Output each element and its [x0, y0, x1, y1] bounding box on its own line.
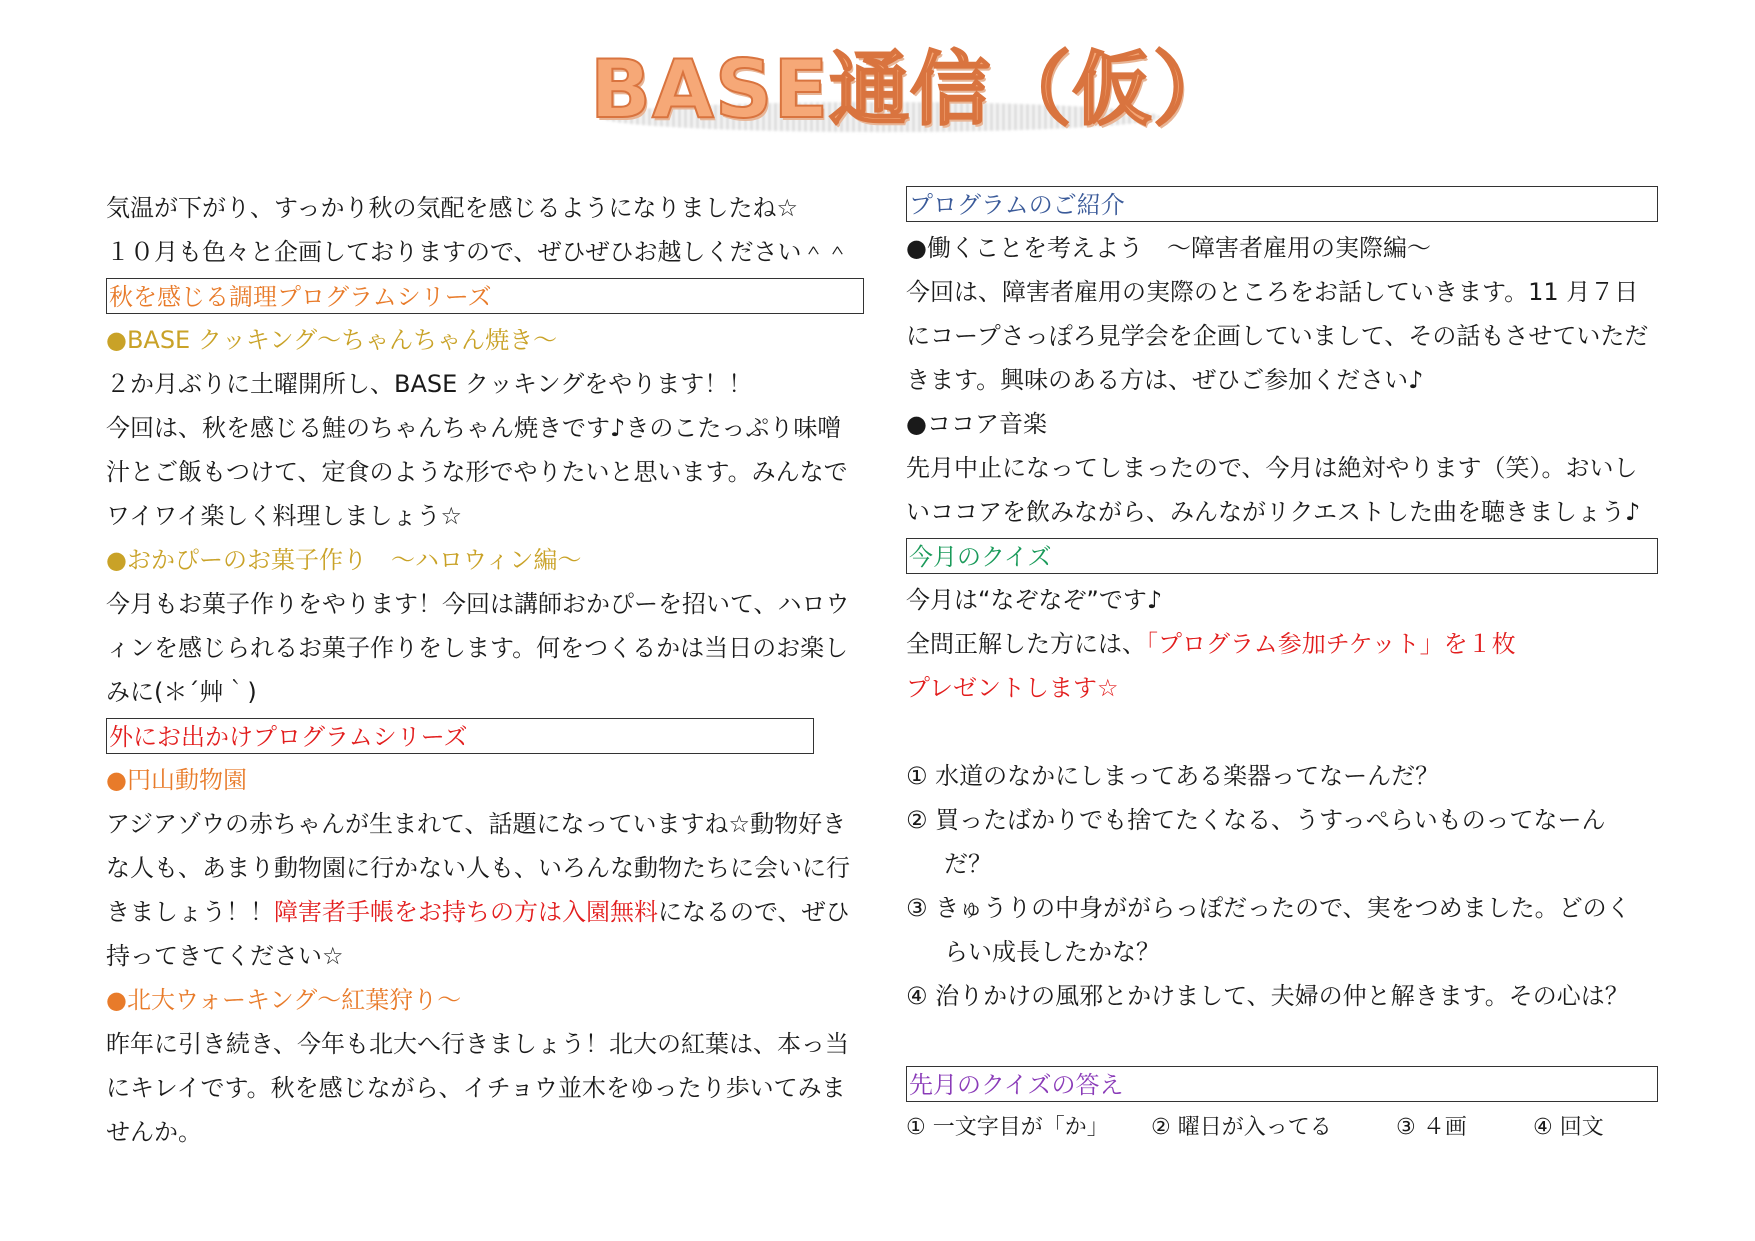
answer-2: ② 曜日が入ってる — [1151, 1115, 1332, 1140]
zoo-item-text: 持ってきてください☆ — [106, 942, 344, 970]
work-item-text: にコープさっぽろ見学会を企画していまして、その話もさせていただ — [906, 322, 1649, 350]
quiz-prize-ticket: 「プログラム参加チケット」を１枚 — [1146, 630, 1516, 658]
sweets-item-title: ●おかぴーのお菓子作り ～ハロウィン編～ — [106, 546, 582, 574]
walking-item-title: ●北大ウォーキング～紅葉狩り～ — [106, 986, 462, 1014]
answer-1: ① 一文字目が「か」 — [906, 1115, 1109, 1140]
intro-line-2: １０月も色々と企画しておりますので、ぜひぜひお越しください＾＾ — [106, 238, 850, 266]
zoo-item-text — [106, 890, 866, 934]
quiz-question-2-cont: だ？ — [944, 850, 992, 878]
section-cooking-series: 秋を感じる調理プログラムシリーズ — [106, 278, 864, 314]
cooking-item-title: ●BASE クッキング～ちゃんちゃん焼き～ — [106, 326, 558, 354]
quiz-prize-present: プレゼントします☆ — [906, 674, 1119, 702]
cooking-item-text: ２か月ぶりに土曜開所し、BASE クッキングをやります！！ — [106, 370, 753, 398]
right-column — [906, 186, 1666, 1150]
zoo-text-part: きましょう！！ — [106, 898, 274, 926]
cocoa-item-text: 先月中止になってしまったので、今月は絶対やります（笑）。おいし — [906, 454, 1638, 482]
section-last-month-answers: 先月のクイズの答え — [906, 1066, 1658, 1102]
zoo-free-admission-note: 障害者手帳をお持ちの方は入園無料 — [274, 898, 658, 926]
zoo-text-part: になるので、ぜひ — [658, 898, 850, 926]
section-outing-series: 外にお出かけプログラムシリーズ — [106, 718, 814, 754]
walking-item-text: にキレイです。秋を感じながら、イチョウ並木をゆったり歩いてみま — [106, 1074, 846, 1102]
work-item-title: ●働くことを考えよう ～障害者雇用の実際編～ — [906, 234, 1431, 262]
quiz-question-3: ③ きゅうりの中身ががらっぽだったので、実をつめました。どのく — [906, 894, 1631, 922]
cooking-item-text: 今回は、秋を感じる鮭のちゃんちゃん焼きです♪きのこたっぷり味噌 — [106, 414, 842, 442]
title-banner — [560, 40, 1235, 150]
work-item-text: きます。興味のある方は、ぜひご参加ください♪ — [906, 366, 1424, 394]
cooking-item-text: 汁とご飯もつけて、定食のような形でやりたいと思います。みんなで — [106, 458, 848, 486]
cocoa-item-title: ●ココア音楽 — [906, 410, 1047, 438]
sweets-item-text: みに(＊´艸｀) — [106, 678, 257, 706]
work-item-text: 今回は、障害者雇用の実際のところをお話していきます。11 月７日 — [906, 278, 1639, 306]
intro-line-1: 気温が下がり、すっかり秋の気配を感じるようになりましたね☆ — [106, 194, 799, 222]
section-monthly-quiz: 今月のクイズ — [906, 538, 1658, 574]
zoo-item-title: ●円山動物園 — [106, 766, 247, 794]
section-program-intro: プログラムのご紹介 — [906, 186, 1658, 222]
left-column — [106, 186, 866, 1154]
cooking-item-text: ワイワイ楽しく料理しましょう☆ — [106, 502, 463, 530]
quiz-prize-text: 全問正解した方には、 — [906, 630, 1146, 658]
quiz-intro: 今月は“なぞなぞ”です♪ — [906, 586, 1163, 614]
answer-3: ③ ４画 — [1396, 1115, 1467, 1140]
walking-item-text: せんか。 — [106, 1118, 202, 1146]
quiz-prize-line — [906, 622, 1666, 666]
spacer — [906, 710, 1666, 754]
quiz-question-3-cont: らい成長したかな？ — [944, 938, 1160, 966]
answer-4: ④ 回文 — [1533, 1115, 1604, 1140]
quiz-question-2: ② 買ったばかりでも捨てたくなる、うすっぺらいものってなーん — [906, 806, 1606, 834]
sweets-item-text: ィンを感じられるお菓子作りをします。何をつくるかは当日のお楽し — [106, 634, 849, 662]
quiz-question-4: ④ 治りかけの風邪とかけまして、夫婦の仲と解きます。その心は？ — [906, 982, 1629, 1010]
cocoa-item-text: いココアを飲みながら、みんながリクエストした曲を聴きましょう♪ — [906, 498, 1641, 526]
quiz-question-1: ① 水道のなかにしまってある楽器ってなーんだ？ — [906, 762, 1440, 790]
sweets-item-text: 今月もお菓子作りをやります！今回は講師おかぴーを招いて、ハロウ — [106, 590, 850, 618]
answers-row — [906, 1106, 1666, 1150]
walking-item-text: 昨年に引き続き、今年も北大へ行きましょう！北大の紅葉は、本っ当 — [106, 1030, 850, 1058]
page-title: BASE通信（仮） — [590, 43, 1235, 136]
spacer — [906, 1018, 1666, 1062]
zoo-item-text: アジアゾウの赤ちゃんが生まれて、話題になっていますね☆動物好き — [106, 810, 847, 838]
zoo-item-text: な人も、あまり動物園に行かない人も、いろんな動物たちに会いに行 — [106, 854, 850, 882]
